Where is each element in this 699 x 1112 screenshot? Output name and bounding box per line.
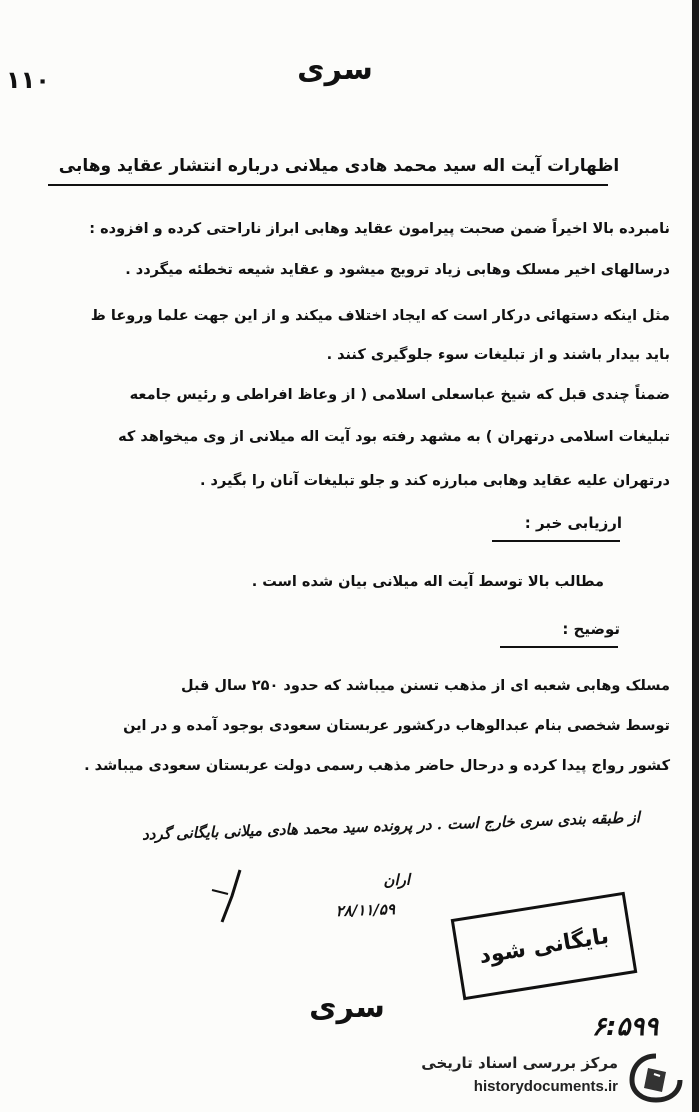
document-number: ۶:۵۹۹ [592, 1012, 659, 1042]
classification-header: سری [297, 52, 373, 87]
paragraph2-line2: تبلیغات اسلامی درتهران ) به مشهد رفته بود آیت اله میلانی از وی میخواهد که [118, 429, 670, 445]
paragraph1-line2: درسالهای اخیر مسلک وهابی زیاد ترویج میشود و عقاید شیعه تخطئه میگردد . [125, 262, 670, 278]
explanation-line1: مسلک وهابی شعبه ای از مذهب تسنن میباشد که حدود ۲۵۰ سال قبل [181, 678, 670, 694]
document-title: اظهارات آیت اله سید محمد هادی میلانی درباره انتشار عقاید وهابی [58, 156, 620, 176]
assessment-text: مطالب بالا توسط آیت اله میلانی بیان شده است . [251, 574, 604, 590]
watermark-name: مرکز بررسی اسناد تاریخی [421, 1054, 618, 1072]
paragraph1-line4: باید بیدار باشند و از تبلیغات سوء جلوگیری کنند . [326, 347, 670, 363]
assessment-heading: ارزیابی خبر : [524, 514, 622, 532]
page-number: ۱۱۰ [6, 66, 50, 94]
explanation-underline [500, 646, 618, 648]
scan-edge [692, 0, 699, 1112]
paragraph1-line3: مثل اینکه دستهائی درکار است که ایجاد اختلاف میکند و از این جهت علما وروعا ظ [90, 308, 670, 324]
paragraph2-line3: درتهران علیه عقاید وهابی مبارزه کند و جلو تبلیغات آنان را بگیرد . [199, 473, 670, 489]
archive-stamp [451, 892, 638, 1001]
explanation-line2: توسط شخصی بنام عبدالوهاب درکشور عربستان سعودی بوجود آمده و در این [123, 718, 670, 734]
handwritten-signature: اران [383, 870, 411, 890]
assessment-underline [492, 540, 620, 542]
title-underline [48, 184, 608, 186]
pen-stroke-mark [208, 866, 248, 926]
handwritten-date: ۲۸/۱۱/۵۹ [335, 900, 396, 921]
watermark-url: historydocuments.ir [473, 1078, 618, 1095]
explanation-heading: توضیح : [562, 620, 620, 638]
paragraph2-line1: ضمناً چندی قبل که شیخ عباسعلی اسلامی ( از وعاظ افراطی و رئیس جامعه [129, 387, 670, 403]
classification-footer: سری [309, 990, 385, 1025]
stamp-text: بایگانی شود [477, 923, 611, 969]
paragraph1-line1: نامبرده بالا اخیراً ضمن صحبت پیرامون عقاید وهابی ابراز ناراحتی کرده و افزوده : [89, 221, 670, 237]
explanation-line3: کشور رواج پیدا کرده و درحال حاضر مذهب رسمی دولت عربستان سعودی میباشد . [84, 758, 670, 774]
handwritten-note: از طبقه بندی سری خارج است . در پرونده سید محمد هادی میلانی بایگانی گردد [141, 808, 641, 844]
watermark [418, 1050, 688, 1106]
archive-logo-icon [628, 1052, 684, 1104]
